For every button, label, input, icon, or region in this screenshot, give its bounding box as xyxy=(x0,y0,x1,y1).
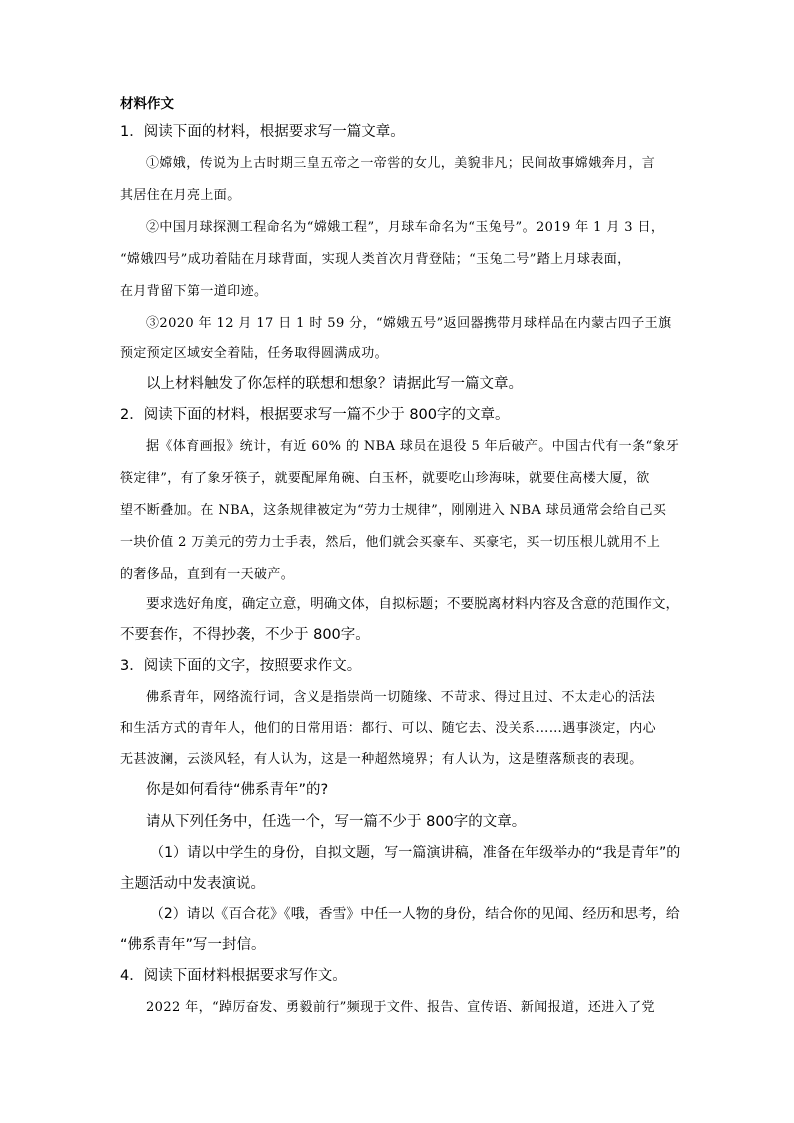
q1-material-3-line-2: 预定预定区域安全着陆，任务取得圆满成功。 xyxy=(120,346,389,361)
q2-requirement-line-1: 要求选好角度，确定立意，明确文体，自拟标题；不要脱离材料内容及含意的范围作文， xyxy=(146,596,680,612)
section-title: 材料作文 xyxy=(120,96,174,112)
q3-task-2-line-1: （2）请以《百合花》《哦，香雪》中任一人物的身份，结合你的见闻、经历和思考，给 xyxy=(150,906,680,922)
q1-material-2-line-2: “嫦娥四号”成功着陆在月球背面，实现人类首次月背登陆；“玉兔二号”踏上月球表面， xyxy=(120,252,631,267)
q2-material-line-2: 筷定律”，有了象牙筷子，就要配犀角碗、白玉杯，就要吃山珍海味，就要住高楼大厦，欲 xyxy=(120,471,650,486)
q3-task-1-line-2: 主题活动中发表演说。 xyxy=(120,876,265,892)
q2-material-line-3: 望不断叠加。在 NBA，这条规律被定为“劳力士规律”，刚刚进入 NBA 球员通常会给自己买 xyxy=(120,503,667,518)
q2-requirement-line-2: 不要套作，不得抄袭，不少于 800字。 xyxy=(120,627,370,643)
q1-material-1-line-1: ①嫦娥，传说为上古时期三皇五帝之一帝喾的女儿，美貌非凡；民间故事嫦娥奔月，言 xyxy=(146,156,656,171)
q2-heading: 2．阅读下面的材料，根据要求写一篇不少于 800字的文章。 xyxy=(120,407,510,423)
q3-task-1-line-1: （1）请以中学生的身份，自拟文题，写一篇演讲稿，准备在年级举办的“我是青年”的 xyxy=(150,845,681,861)
q3-task-2-line-2: “佛系青年”写一封信。 xyxy=(120,937,266,953)
q1-material-3-line-1: ③2020 年 12 月 17 日 1 时 59 分，“嫦娥五号”返回器携带月球样品在内蒙古四子王旗 xyxy=(146,316,672,331)
q3-material-line-1: 佛系青年，网络流行词，含义是指崇尚一切随缘、不苛求、得过且过、不太走心的活法 xyxy=(146,690,656,705)
q2-material-line-5: 的奢侈品，直到有一天破产。 xyxy=(120,567,295,582)
q3-heading: 3．阅读下面的文字，按照要求作文。 xyxy=(120,658,362,674)
q2-material-line-4: 一块价值 2 万美元的劳力士手表，然后，他们就会买豪车、买豪宅，买一切压根儿就用不上 xyxy=(120,535,661,550)
q4-material-line-1: 2022 年，“踔厉奋发、勇毅前行”频现于文件、报告、宣传语、新闻报道，还进入了党 xyxy=(146,1000,655,1015)
q3-instruction: 请从下列任务中，任选一个，写一篇不少于 800字的文章。 xyxy=(146,814,527,830)
q1-material-2-line-1: ②中国月球探测工程命名为“嫦娥工程”，月球车命名为“玉兔号”。2019 年 1 月 3 日， xyxy=(146,220,665,235)
q1-task: 以上材料触发了你怎样的联想和想象？请据此写一篇文章。 xyxy=(146,376,523,392)
q1-material-1-line-2: 其居住在月亮上面。 xyxy=(120,188,241,203)
q1-material-2-line-3: 在月背留下第一道印迹。 xyxy=(120,284,268,299)
q2-material-line-1: 据《体育画报》统计，有近 60% 的 NBA 球员在退役 5 年后破产。中国古代有一条“象牙 xyxy=(146,439,680,454)
q3-material-line-3: 无甚波澜，云淡风轻，有人认为，这是一种超然境界；有人认为，这是堕落颓丧的表现。 xyxy=(120,752,643,767)
q4-heading: 4．阅读下面材料根据要求写作文。 xyxy=(120,968,347,984)
q1-heading: 1．阅读下面的材料，根据要求写一篇文章。 xyxy=(120,124,405,140)
q3-question: 你是如何看待“佛系青年”的? xyxy=(146,782,329,798)
q3-material-line-2: 和生活方式的青年人，他们的日常用语：都行、可以、随它去、没关系……遇事淡定，内心 xyxy=(120,721,657,736)
